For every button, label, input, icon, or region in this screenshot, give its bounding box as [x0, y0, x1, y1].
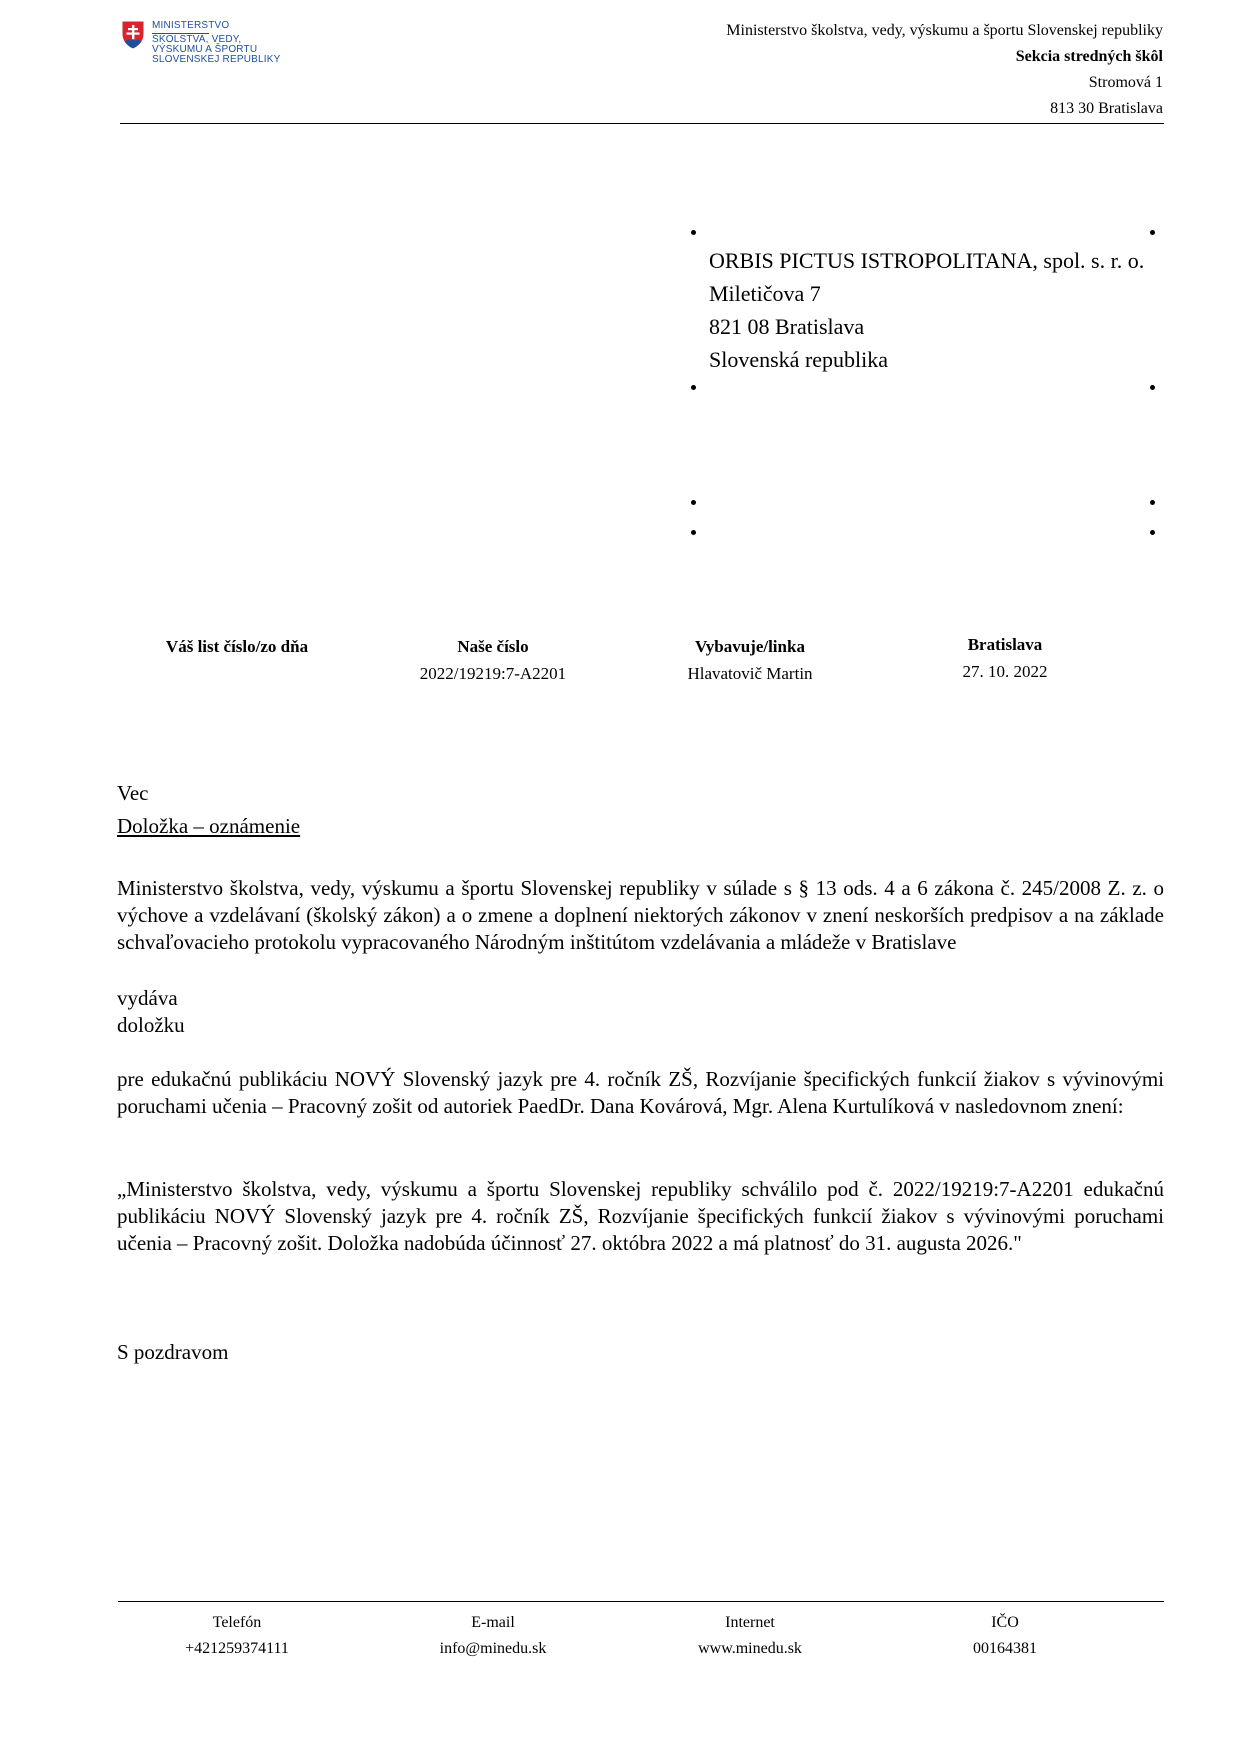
date-value: 27. 10. 2022	[962, 662, 1048, 681]
footer-divider	[118, 1601, 1164, 1602]
our-number-label: Naše číslo	[457, 637, 529, 656]
footer-phone-value: +421259374111	[185, 1640, 289, 1657]
logo-text-line1: MINISTERSTVO	[152, 20, 230, 31]
recipient-street: Miletičova 7	[709, 281, 821, 306]
footer-email-value: info@minedu.sk	[439, 1640, 547, 1657]
address-marker	[1150, 385, 1155, 390]
address-marker	[691, 230, 696, 235]
body-paragraph-3: „Ministerstvo školstva, vedy, výskumu a športu Slovenskej republiky schválilo pod č. 2022/19219:7-A2201 edukačnú publikáciu NOVÝ Slovenský jazyk pre 4. ročník ZŠ, Rozvíjanie špecifických funkcií žiakov s vývinovými poruchami učenia – Pracovný zošit. Doložka nadobúda účinnosť 27. októbra 2022 a má platnosť do 31. augusta 2026."	[117, 1177, 1164, 1255]
header-ministry: Ministerstvo školstva, vedy, výskumu a športu Slovenskej republiky	[726, 22, 1163, 39]
header-section: Sekcia stredných škôl	[1015, 48, 1163, 65]
address-marker	[691, 530, 696, 535]
recipient-country: Slovenská republika	[709, 347, 889, 372]
body-issues: vydáva	[117, 986, 178, 1010]
place-label: Bratislava	[967, 635, 1043, 654]
your-letter-label: Váš list číslo/zo dňa	[165, 637, 309, 656]
handled-by-label: Vybavuje/linka	[695, 637, 805, 656]
footer-email-label: E-mail	[471, 1614, 515, 1631]
logo-text-line3: VÝSKUMU A ŠPORTU	[152, 44, 258, 55]
body-clause: doložku	[117, 1013, 185, 1037]
address-marker	[1150, 500, 1155, 505]
address-marker	[691, 500, 696, 505]
handled-by-value: Hlavatovič Martin	[687, 664, 813, 683]
our-number-value: 2022/19219:7-A2201	[419, 664, 567, 683]
recipient-name: ORBIS PICTUS ISTROPOLITANA, spol. s. r. o.	[709, 248, 1145, 273]
address-marker	[1150, 530, 1155, 535]
body-paragraph-2: pre edukačnú publikáciu NOVÝ Slovenský jazyk pre 4. ročník ZŠ, Rozvíjanie špecifických funkcií žiakov s vývinovými poruchami učenia – Pracovný zošit od autoriek PaedDr. Dana Kovárová, Mgr. Alena Kurtulíková v nasledovnom znení:	[117, 1067, 1164, 1118]
header-street: Stromová 1	[1088, 74, 1163, 91]
closing: S pozdravom	[117, 1340, 229, 1364]
footer-web-value: www.minedu.sk	[698, 1640, 802, 1657]
footer-web-label: Internet	[725, 1614, 775, 1631]
address-marker	[691, 385, 696, 390]
address-marker	[1150, 230, 1155, 235]
header-divider	[120, 123, 1164, 124]
recipient-city: 821 08 Bratislava	[709, 314, 865, 339]
logo-text-line4: SLOVENSKEJ REPUBLIKY	[152, 54, 281, 65]
ministry-logo	[121, 20, 281, 70]
footer-phone-label: Telefón	[212, 1614, 262, 1631]
header-city: 813 30 Bratislava	[1050, 100, 1163, 117]
footer-ico-label: IČO	[991, 1614, 1019, 1631]
body-paragraph-1: Ministerstvo školstva, vedy, výskumu a športu Slovenskej republiky v súlade s § 13 ods. 4 a 6 zákona č. 245/2008 Z. z. o výchove a vzdelávaní (školský zákon) a o zmene a doplnení niektorých zákonov v znení neskorších predpisov a na základe schvaľovacieho protokolu vypracovaného Národným inštitútom vzdelávania a mládeže v Bratislave	[117, 876, 1164, 954]
coat-of-arms-icon	[121, 20, 145, 50]
subject-title: Doložka – oznámenie	[117, 814, 301, 838]
logo-text-line2: ŠKOLSTVA, VEDY,	[152, 34, 242, 45]
footer-ico-value: 00164381	[973, 1640, 1037, 1657]
subject-label: Vec	[117, 781, 149, 805]
